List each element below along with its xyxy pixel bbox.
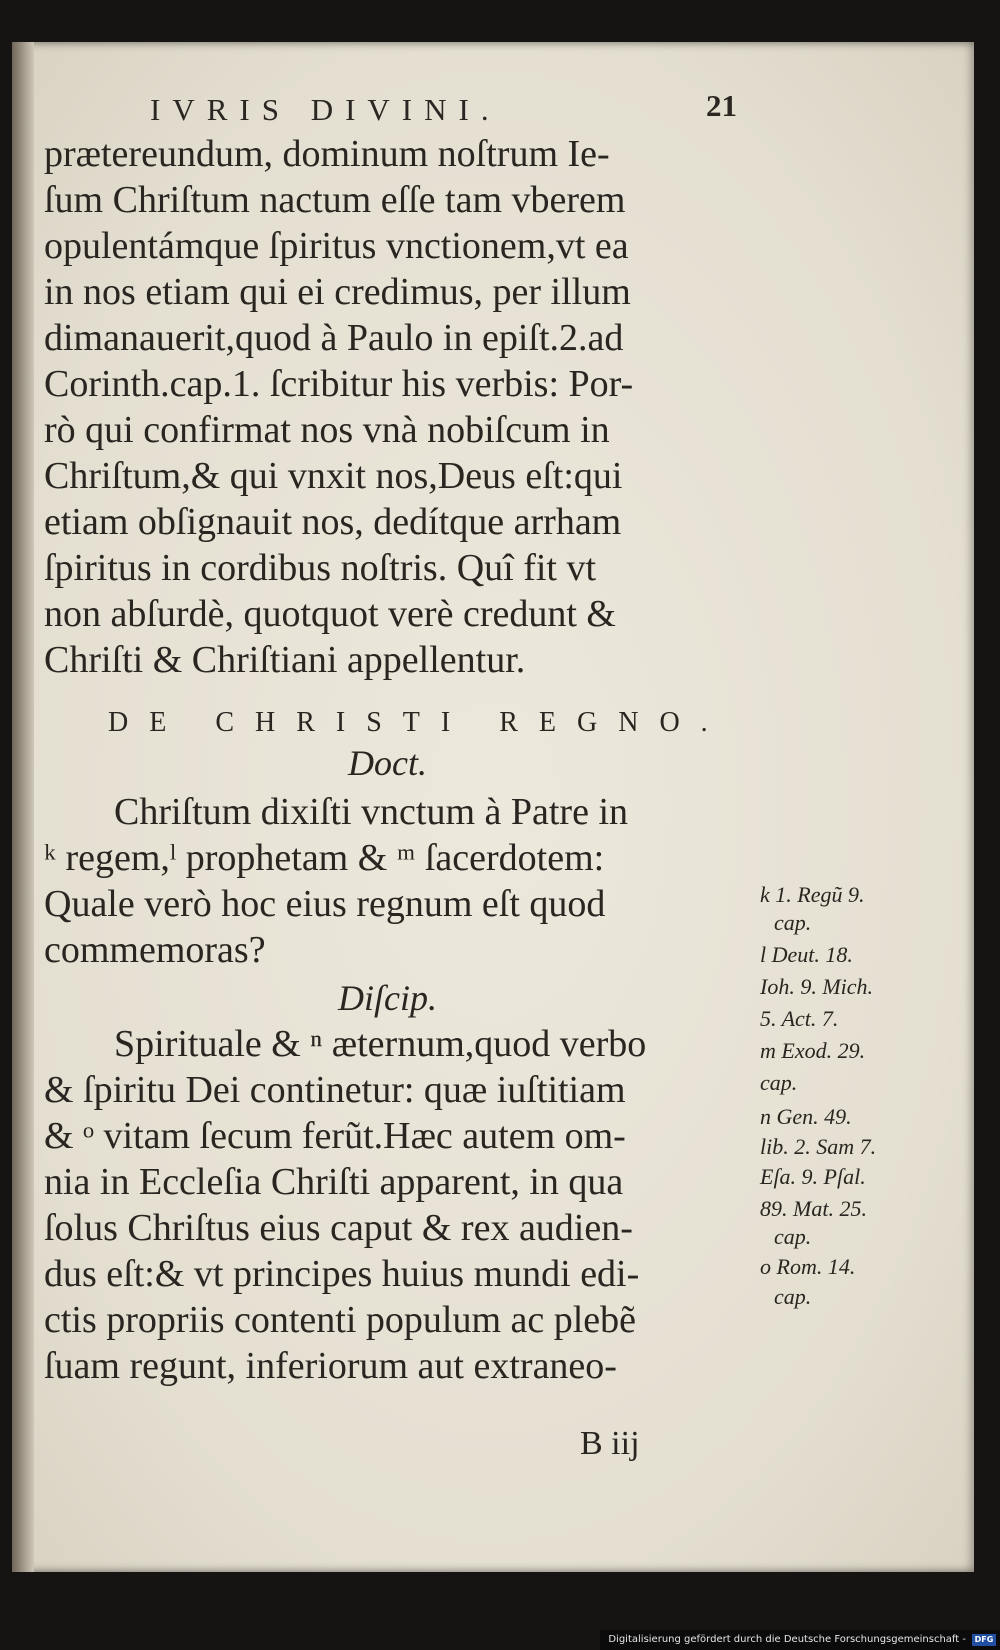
speaker-discip: Diſcip. bbox=[338, 978, 437, 1018]
text-line: prætereundum, dominum noſtrum Ie- bbox=[44, 133, 610, 175]
margin-note: cap. bbox=[760, 1070, 798, 1095]
text-line: Chriſtum,& qui vnxit nos,Deus eſt:qui bbox=[44, 455, 623, 497]
text-line: ſum Chriſtum nactum eſſe tam vberem bbox=[44, 179, 626, 221]
text-line: non abſurdè, quotquot verè credunt & bbox=[44, 593, 616, 635]
text-line: in nos etiam qui ei credimus, per illum bbox=[44, 271, 631, 313]
text-line: rò qui confirmat nos vnà nobiſcum in bbox=[44, 409, 610, 451]
text-line: opulentámque ſpiritus vnctionem,vt ea bbox=[44, 225, 629, 267]
text-line: dus eſt:& vt principes huius mundi edi- bbox=[44, 1253, 640, 1295]
text-line: Chriſti & Chriſtiani appellentur. bbox=[44, 639, 526, 681]
margin-note: n Gen. 49. bbox=[760, 1104, 852, 1129]
margin-note: o Rom. 14. bbox=[760, 1254, 856, 1279]
text-line: Chriſtum dixiſti vnctum à Patre in bbox=[114, 791, 629, 833]
margin-note: l Deut. 18. bbox=[760, 942, 853, 967]
margin-note: cap. bbox=[774, 1284, 812, 1309]
text-line: nia in Eccleſia Chriſti apparent, in qua bbox=[44, 1161, 624, 1203]
margin-note: Ioh. 9. Mich. bbox=[760, 974, 874, 999]
text-line: etiam obſignauit nos, dedítque arrham bbox=[44, 501, 622, 543]
running-head: IVRIS DIVINI. bbox=[150, 92, 501, 127]
book-page bbox=[12, 42, 974, 1572]
margin-note: Eſa. 9. Pſal. bbox=[760, 1164, 866, 1189]
margin-note: 5. Act. 7. bbox=[760, 1006, 839, 1031]
text-line: ſpiritus in cordibus noſtris. Quî fit vt bbox=[44, 547, 597, 589]
digitization-credit: Digitalisierung gefördert durch die Deutsche Forschungsgemeinschaft - bbox=[600, 1630, 1000, 1650]
text-line: Spirituale & ⁿ æternum,quod verbo bbox=[114, 1023, 647, 1065]
text-line: ctis propriis contenti populum ac plebẽ bbox=[44, 1299, 637, 1341]
text-line: ᵏ regem,ˡ prophetam & ᵐ ſacerdotem: bbox=[44, 837, 605, 879]
dfg-logo: DFG bbox=[972, 1634, 996, 1646]
margin-note: cap. bbox=[774, 1224, 812, 1249]
text-line: & ſpiritu Dei continetur: quæ iuſtitiam bbox=[44, 1069, 626, 1111]
text-line: Quale verò hoc eius regnum eſt quod bbox=[44, 883, 606, 925]
text-line: ſuam regunt, inferiorum aut extraneo- bbox=[44, 1345, 617, 1387]
margin-note: 89. Mat. 25. bbox=[760, 1196, 867, 1221]
text-line: commemoras? bbox=[44, 929, 266, 971]
section-heading: DE CHRISTI REGNO. bbox=[108, 707, 729, 738]
margin-note: k 1. Regũ 9. bbox=[760, 882, 865, 907]
page-gutter bbox=[12, 42, 34, 1572]
margin-note: m Exod. 29. bbox=[760, 1038, 866, 1063]
speaker-doct: Doct. bbox=[348, 743, 427, 783]
text-line: dimanauerit,quod à Paulo in epiſt.2.ad bbox=[44, 317, 624, 359]
text-line: Corinth.cap.1. ſcribitur his verbis: Por- bbox=[44, 363, 634, 405]
signature-mark: B iij bbox=[580, 1425, 640, 1462]
margin-note: lib. 2. Sam 7. bbox=[760, 1134, 877, 1159]
page-number: 21 bbox=[706, 88, 737, 123]
text-line: ſolus Chriſtus eius caput & rex audien- bbox=[44, 1207, 633, 1249]
margin-note: cap. bbox=[774, 910, 812, 935]
text-line: & ᵒ vitam ſecum ferũt.Hæc autem om- bbox=[44, 1115, 626, 1157]
